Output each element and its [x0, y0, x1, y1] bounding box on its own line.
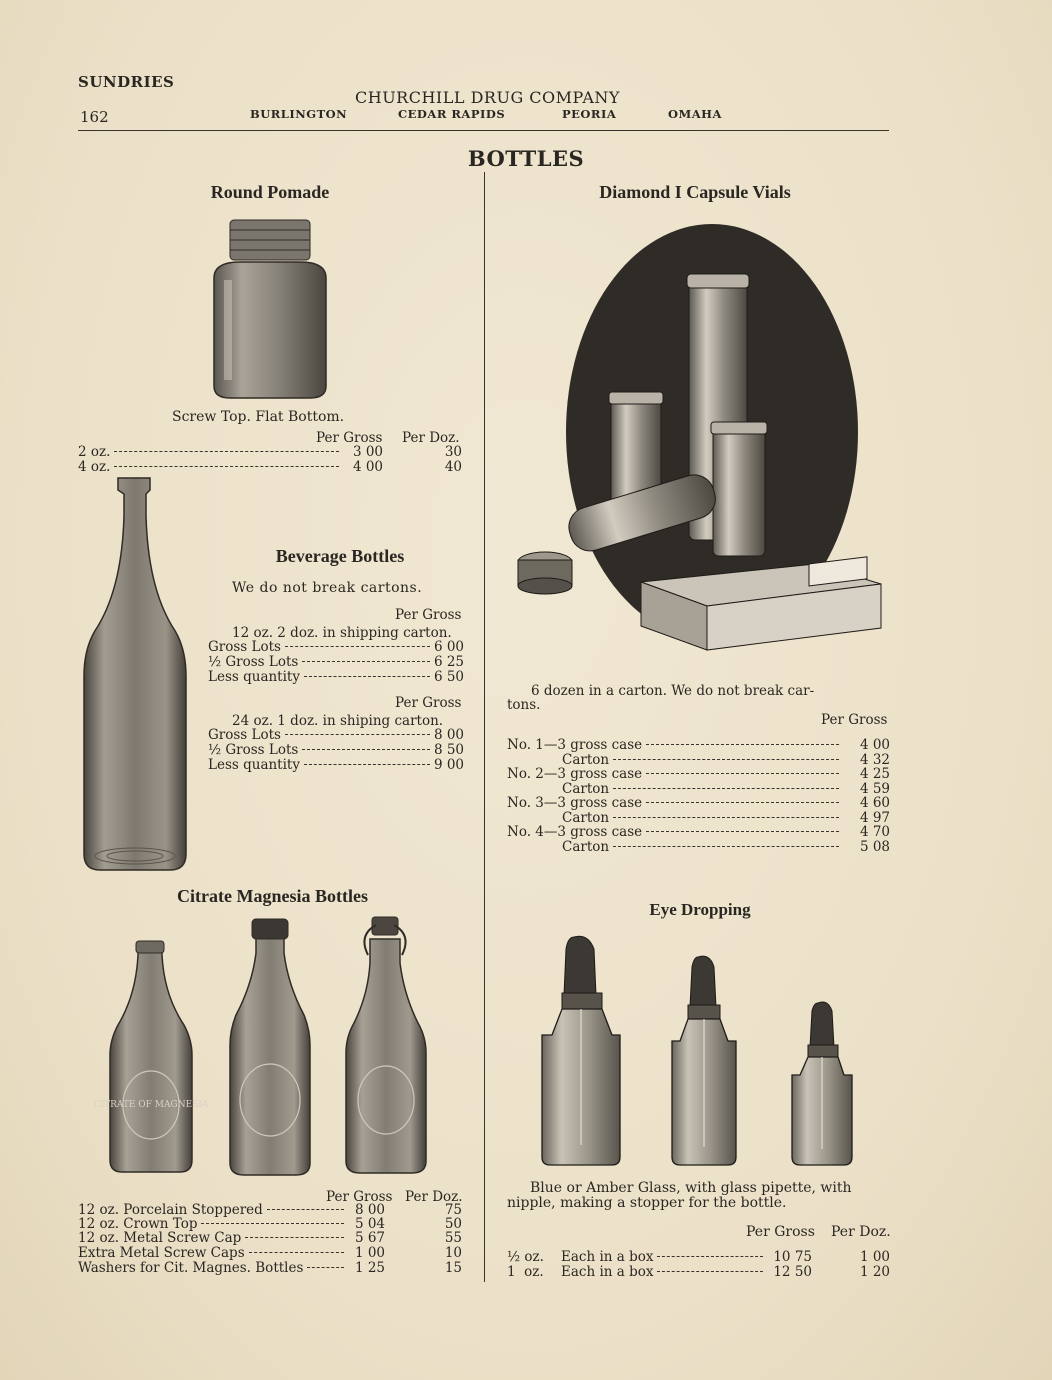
page-title: BOTTLES [467, 146, 585, 171]
vials-note-line2: tons. [507, 697, 541, 713]
beverage-desc: 24 oz. 1 doz. in shiping carton. [232, 713, 444, 729]
eye-row: Each in a box [561, 1264, 767, 1280]
eye-dropper-bottles-illustration [538, 935, 863, 1170]
round-pomade-heading: Round Pomade [210, 182, 330, 202]
vials-price: 4 32 [859, 752, 890, 768]
citrate-row: 12 oz. Metal Screw Cap [78, 1230, 348, 1246]
vials-price: 4 00 [859, 737, 890, 753]
pomade-row: 2 oz. [78, 444, 343, 460]
vials-price: 4 59 [859, 781, 890, 797]
citrate-price-doz: 75 [444, 1202, 462, 1218]
beverage-row: Gross Lots 6 00 [208, 639, 464, 655]
vials-note-line1: 6 dozen in a carton. We do not break car- [531, 683, 815, 699]
vials-row: Carton [562, 810, 843, 826]
company-name: CHURCHILL DRUG COMPANY [355, 88, 620, 107]
beverage-col-gross: Per Gross [395, 695, 462, 711]
city-peoria: PEORIA [562, 107, 617, 121]
citrate-price-gross: 5 67 [354, 1230, 385, 1246]
citrate-row: Washers for Cit. Magnes. Bottles [78, 1260, 348, 1276]
section-label: SUNDRIES [78, 73, 175, 91]
pomade-price-gross: 4 00 [352, 459, 383, 475]
pomade-subtitle: Screw Top. Flat Bottom. [172, 409, 345, 425]
city-burlington: BURLINGTON [250, 107, 348, 121]
eye-price-doz: 1 00 [859, 1249, 890, 1265]
eye-size: ½ oz. [507, 1249, 544, 1265]
eye-dropping-heading: Eye Dropping [649, 900, 751, 919]
header-rule [78, 130, 889, 131]
citrate-row: Extra Metal Screw Caps [78, 1245, 348, 1261]
beverage-row: ½ Gross Lots 8 50 [208, 742, 464, 758]
citrate-price-doz: 50 [444, 1216, 462, 1232]
citrate-row: 12 oz. Porcelain Stoppered [78, 1202, 348, 1218]
beverage-desc: 12 oz. 2 doz. in shipping carton. [232, 625, 452, 641]
citrate-heading: Citrate Magnesia Bottles [177, 886, 368, 906]
beverage-heading: Beverage Bottles [275, 546, 405, 566]
beverage-row: ½ Gross Lots 6 25 [208, 654, 464, 670]
citrate-bottles-illustration [93, 915, 438, 1180]
embossing-text: CITRATE OF MAGNESIA [93, 1100, 209, 1110]
citrate-price-gross: 5 04 [354, 1216, 385, 1232]
column-divider [484, 172, 485, 1282]
beverage-bottle-illustration [80, 476, 190, 874]
capsule-vials-illustration [515, 222, 885, 654]
eye-price-gross: 10 75 [773, 1249, 812, 1265]
citrate-price-gross: 8 00 [354, 1202, 385, 1218]
vials-row: Carton [562, 839, 843, 855]
vials-col-gross: Per Gross [821, 712, 888, 728]
citrate-price-doz: 10 [444, 1245, 462, 1261]
page-number: 162 [80, 108, 109, 126]
vials-row: No. 1—3 gross case [507, 737, 843, 753]
vials-price: 4 97 [859, 810, 890, 826]
citrate-price-gross: 1 25 [354, 1260, 385, 1276]
citrate-price-doz: 15 [444, 1260, 462, 1276]
beverage-row: Less quantity 6 50 [208, 669, 464, 685]
vials-price: 4 70 [859, 824, 890, 840]
eye-price-doz: 1 20 [859, 1264, 890, 1280]
pomade-price-doz: 30 [444, 444, 462, 460]
eye-price-gross: 12 50 [773, 1264, 812, 1280]
pomade-col-doz: Per Doz. [402, 430, 460, 446]
city-cedar-rapids: CEDAR RAPIDS [398, 107, 506, 121]
beverage-col-gross: Per Gross [395, 607, 462, 623]
pomade-price-doz: 40 [444, 459, 462, 475]
vials-heading: Diamond I Capsule Vials [599, 182, 791, 202]
citrate-price-gross: 1 00 [354, 1245, 385, 1261]
vials-row: No. 2—3 gross case [507, 766, 843, 782]
vials-row: No. 4—3 gross case [507, 824, 843, 840]
vials-price: 4 25 [859, 766, 890, 782]
pomade-row: 4 oz. [78, 459, 343, 475]
pomade-price-gross: 3 00 [352, 444, 383, 460]
beverage-row: Less quantity 9 00 [208, 757, 464, 773]
vials-price: 5 08 [859, 839, 890, 855]
eye-col-doz: Per Doz. [831, 1224, 891, 1240]
beverage-note: We do not break cartons. [232, 580, 423, 596]
vials-row: No. 3—3 gross case [507, 795, 843, 811]
pomade-col-gross: Per Gross [316, 430, 383, 446]
city-omaha: OMAHA [668, 107, 722, 121]
eye-col-gross: Per Gross [746, 1224, 815, 1240]
eye-desc-line2: nipple, making a stopper for the bottle. [507, 1195, 787, 1211]
pomade-jar-illustration [200, 218, 340, 403]
eye-desc-line1: Blue or Amber Glass, with glass pipette, with [530, 1180, 852, 1196]
vials-row: Carton [562, 781, 843, 797]
vials-price: 4 60 [859, 795, 890, 811]
beverage-row: Gross Lots 8 00 [208, 727, 464, 743]
eye-row: Each in a box [561, 1249, 767, 1265]
vials-row: Carton [562, 752, 843, 768]
citrate-col-doz: Per Doz. [405, 1189, 463, 1205]
eye-size: 1 oz. [507, 1264, 544, 1280]
citrate-row: 12 oz. Crown Top [78, 1216, 348, 1232]
citrate-price-doz: 55 [444, 1230, 462, 1246]
citrate-col-gross: Per Gross [326, 1189, 393, 1205]
